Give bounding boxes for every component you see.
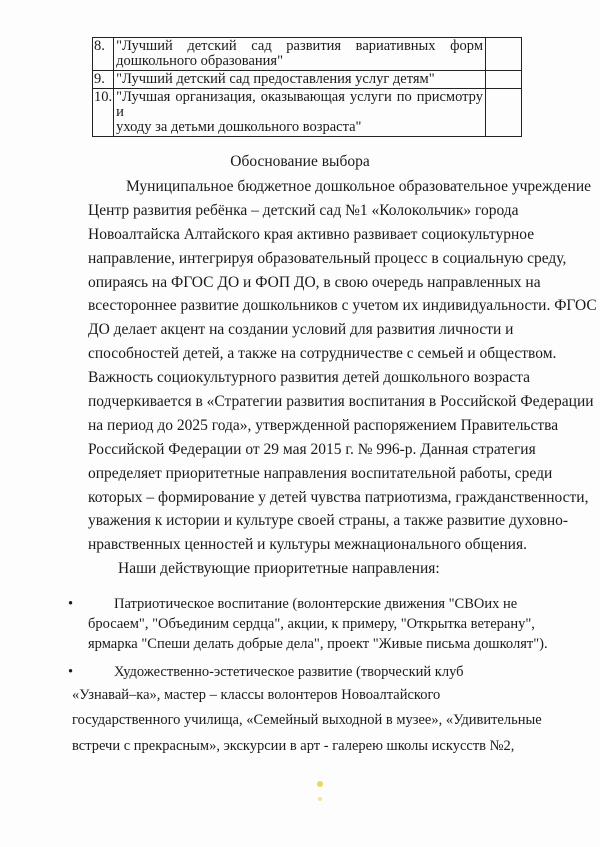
nomination-cell bbox=[114, 89, 486, 137]
bullet-icon: • bbox=[68, 596, 74, 612]
scan-mark bbox=[318, 797, 322, 801]
paragraph-line: на период до 2025 года», утвержденной распоряжением Правительства bbox=[88, 416, 559, 434]
nomination-line: уходу за детьми дошкольного возраста" bbox=[116, 119, 362, 135]
bullet-line: встречи с прекрасным», экскурсии в арт - галерею школы искусств №2, bbox=[72, 738, 515, 754]
paragraph-line: которых – формирование у детей чувства патриотизма, гражданственности, bbox=[88, 488, 589, 506]
justification-paragraph bbox=[88, 175, 597, 581]
paragraph-line: Центр развития ребёнка – детский сад №1 «Колокольчик» города bbox=[88, 201, 519, 219]
row-number: 8. bbox=[93, 38, 114, 71]
bullet-line: Патриотическое воспитание (волонтерские движения "СВОих не bbox=[114, 596, 518, 612]
paragraph-line: способностей детей, а также на сотрудничестве с семьей и обществом. bbox=[88, 345, 557, 363]
paragraph-line: Муниципальное бюджетное дошкольное образовательное учреждение bbox=[126, 178, 591, 195]
paragraph-line: Новоалтайска Алтайского края активно развивает социокультурное bbox=[88, 225, 535, 243]
paragraph-line: ДО делает акцент на создании условий для развития личности и bbox=[88, 321, 514, 339]
nomination-line: дошкольного образования" bbox=[116, 53, 284, 69]
empty-cell bbox=[486, 38, 522, 71]
paragraph-line: опираясь на ФГОС ДО и ФОП ДО, в свою очередь направленных на bbox=[88, 273, 541, 291]
paragraph-line: определяет приоритетные направления воспитательной работы, среди bbox=[88, 464, 553, 482]
bullet-line: государственного училища, «Семейный выходной в музее», «Удивительные bbox=[72, 712, 542, 728]
paragraph-line: Российской Федерации от 29 мая 2015 г. № 996-р. Данная стратегия bbox=[88, 440, 536, 458]
nomination-line: "Лучший детский сад развития вариативных форм bbox=[116, 38, 483, 54]
table-row bbox=[93, 38, 522, 71]
row-number: 10. bbox=[93, 89, 114, 137]
scan-mark bbox=[317, 781, 323, 787]
row-number: 9. bbox=[93, 71, 114, 89]
bullet-line: Художественно-эстетическое развитие (творческий клуб bbox=[114, 664, 464, 680]
bullet-line: бросаем", "Объединим сердца", акции, к примеру, "Открытка ветерану", bbox=[88, 616, 535, 632]
nominations-table bbox=[92, 37, 522, 137]
paragraph-line: направление, интегрируя образовательный процесс в социальную среду, bbox=[88, 249, 567, 267]
table-row bbox=[93, 71, 522, 89]
paragraph-line: всестороннее развитие дошкольников с учетом их индивидуальности. ФГОС bbox=[88, 297, 597, 315]
bullet-icon: • bbox=[68, 664, 74, 680]
bullet-line: ярмарка "Спеши делать добрые дела", проект "Живые письма дошколят"). bbox=[88, 636, 548, 652]
paragraph-line: уважения к истории и культуре своей страны, а также развитие духовно- bbox=[88, 512, 569, 530]
paragraph-line: Наши действующие приоритетные направления: bbox=[118, 560, 440, 578]
bullet-line: «Узнавай–ка», мастер – классы волонтеров Новоалтайского bbox=[72, 687, 441, 703]
paragraph-line: Важность социокультурного развития детей дошкольного возраста bbox=[88, 369, 530, 387]
paragraph-line: нравственных ценностей и культуры межнационального общения. bbox=[88, 536, 527, 554]
bullet-item-aesthetic bbox=[68, 662, 558, 761]
bullet-item-patriotic bbox=[68, 594, 558, 654]
nomination-line: "Лучший детский сад предоставления услуг детям" bbox=[116, 71, 435, 87]
nomination-line: "Лучшая организация, оказывающая услуги по присмотру и bbox=[116, 89, 483, 120]
table-row bbox=[93, 89, 522, 137]
nomination-cell bbox=[114, 71, 486, 89]
empty-cell bbox=[486, 89, 522, 137]
empty-cell bbox=[486, 71, 522, 89]
section-heading: Обоснование выбора bbox=[230, 153, 370, 170]
paragraph-line: подчеркивается в «Стратегии развития воспитания в Российской Федерации bbox=[88, 393, 594, 411]
nomination-cell bbox=[114, 38, 486, 71]
